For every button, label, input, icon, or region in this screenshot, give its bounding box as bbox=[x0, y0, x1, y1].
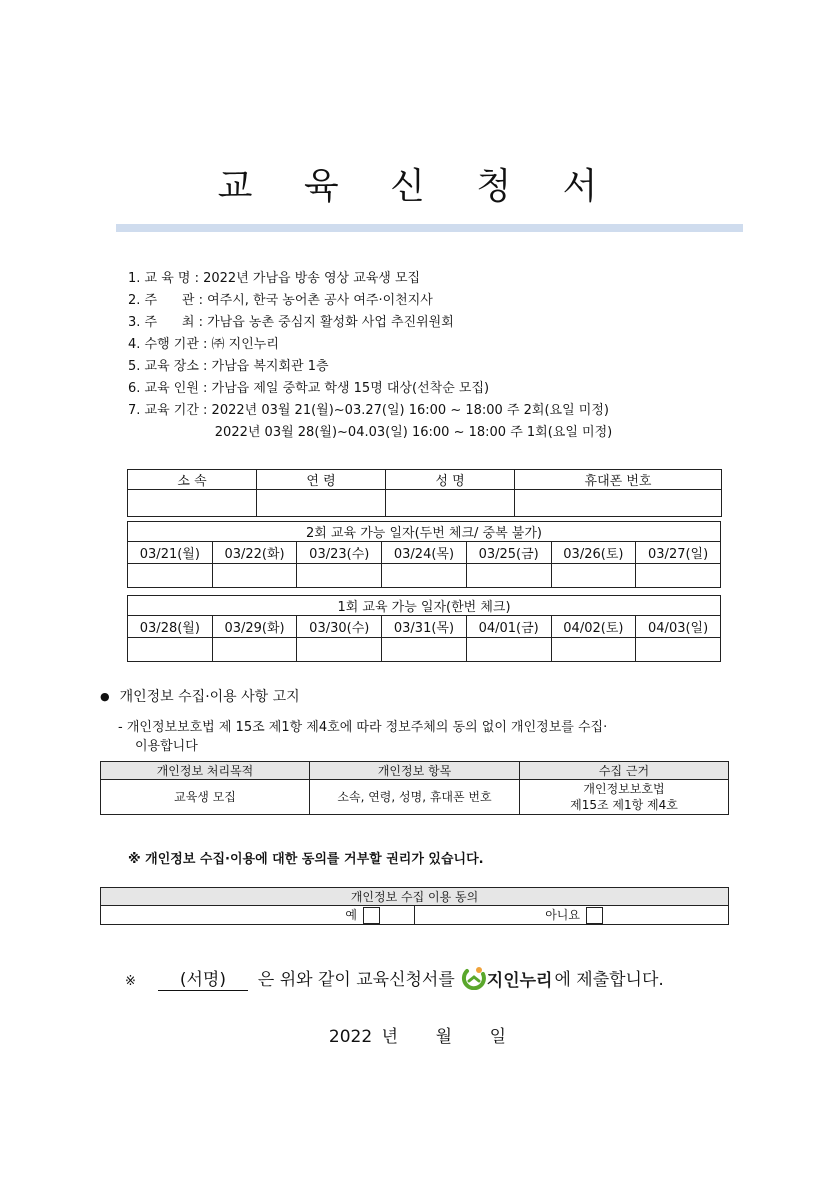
phone-field[interactable] bbox=[515, 490, 722, 517]
submit-text-before: 은 위와 같이 교육신청서를 bbox=[257, 970, 455, 990]
schedule-table-2 bbox=[127, 595, 721, 662]
privacy-heading bbox=[100, 686, 300, 706]
info-line-organizer: 2. 주 관 : 여주시, 한국 농어촌 공사 여주·이천지사 bbox=[128, 293, 433, 308]
logo-text: 지인누리 bbox=[486, 970, 553, 991]
info-line-period: 7. 교육 기간 : 2022년 03월 21(월)~03.27(일) 16:00 ~ 18:00 주 2회(요일 미정) bbox=[128, 403, 609, 418]
date-label: 03/31(목) bbox=[382, 616, 467, 638]
consent-no-checkbox[interactable] bbox=[586, 907, 603, 924]
date-check-cell[interactable] bbox=[551, 564, 636, 588]
schedule-table-1 bbox=[127, 521, 721, 588]
reference-mark: ※ bbox=[125, 974, 136, 989]
date-check-cell[interactable] bbox=[212, 564, 297, 588]
logo-swirl-icon bbox=[461, 966, 487, 990]
header-phone: 휴대폰 번호 bbox=[515, 470, 722, 490]
date-label: 03/25(금) bbox=[466, 542, 551, 564]
bullet-icon: ● bbox=[100, 690, 110, 703]
submission-statement bbox=[125, 965, 664, 993]
date-check-cell[interactable] bbox=[466, 564, 551, 588]
date-label: 03/28(월) bbox=[128, 616, 213, 638]
date-label: 03/26(토) bbox=[551, 542, 636, 564]
date-check-cell[interactable] bbox=[636, 564, 721, 588]
date-check-cell[interactable] bbox=[466, 638, 551, 662]
date-check-cell[interactable] bbox=[636, 638, 721, 662]
date-check-cell[interactable] bbox=[297, 564, 382, 588]
info-line-place: 5. 교육 장소 : 가남읍 복지회관 1층 bbox=[128, 359, 329, 374]
age-field[interactable] bbox=[257, 490, 386, 517]
date-label: 04/02(토) bbox=[551, 616, 636, 638]
consent-title: 개인정보 수집 이용 동의 bbox=[101, 888, 729, 906]
header-items: 개인정보 항목 bbox=[310, 762, 520, 780]
schedule-2-title: 1회 교육 가능 일자(한번 체크) bbox=[128, 596, 721, 616]
course-info bbox=[128, 268, 612, 444]
date-check-cell[interactable] bbox=[551, 638, 636, 662]
header-name: 성 명 bbox=[386, 470, 515, 490]
privacy-heading-text: 개인정보 수집·이용 사항 고지 bbox=[119, 689, 300, 705]
date-check-cell[interactable] bbox=[382, 564, 467, 588]
info-line-agency: 4. 수행 기관 : ㈜ 지인누리 bbox=[128, 337, 279, 352]
info-line-host: 3. 주 최 : 가남읍 농촌 중심지 활성화 사업 추진위원회 bbox=[128, 315, 454, 330]
date-label: 03/29(화) bbox=[212, 616, 297, 638]
signing-date: 2022 년 월 일 bbox=[328, 1027, 507, 1047]
header-age: 연 령 bbox=[257, 470, 386, 490]
privacy-table bbox=[100, 761, 729, 815]
basis-value bbox=[520, 780, 729, 815]
date-label: 03/22(화) bbox=[212, 542, 297, 564]
consent-no-label: 아니요 bbox=[545, 908, 580, 922]
purpose-value: 교육생 모집 bbox=[101, 780, 310, 815]
info-line-capacity: 6. 교육 인원 : 가남읍 제일 중학교 학생 15명 대상(선착순 모집) bbox=[128, 381, 490, 396]
header-affiliation: 소 속 bbox=[128, 470, 257, 490]
date-check-cell[interactable] bbox=[382, 638, 467, 662]
law-line-2: 이용합니다 bbox=[135, 739, 198, 754]
consent-no-cell bbox=[415, 906, 729, 925]
page-title: 교 육 신 청 서 bbox=[217, 166, 618, 207]
date-label: 04/01(금) bbox=[466, 616, 551, 638]
date-label: 03/30(수) bbox=[297, 616, 382, 638]
law-line-1: - 개인정보보호법 제 15조 제1항 제4호에 따라 정보주체의 동의 없이 개인정보를 수집· bbox=[118, 720, 608, 735]
schedule-1-title: 2회 교육 가능 일자(두번 체크/ 중복 불가) bbox=[128, 522, 721, 542]
date-label: 04/03(일) bbox=[636, 616, 721, 638]
date-check-cell[interactable] bbox=[128, 564, 213, 588]
signature-field[interactable]: (서명) bbox=[158, 965, 248, 991]
company-logo bbox=[461, 966, 553, 991]
refusal-notice: ※ 개인정보 수집·이용에 대한 동의를 거부할 권리가 있습니다. bbox=[128, 852, 484, 867]
info-line-name: 1. 교 육 명 : 2022년 가남읍 방송 영상 교육생 모집 bbox=[128, 271, 421, 286]
affiliation-field[interactable] bbox=[128, 490, 257, 517]
consent-yes-checkbox[interactable] bbox=[363, 907, 380, 924]
info-line-period-2: 2022년 03월 28(월)~04.03(일) 16:00 ~ 18:00 주 1회(요일 미정) bbox=[128, 425, 613, 440]
consent-yes-cell bbox=[101, 906, 415, 925]
applicant-table bbox=[127, 469, 722, 517]
consent-yes-label: 예 bbox=[345, 908, 357, 922]
date-label: 03/23(수) bbox=[297, 542, 382, 564]
submit-text-after: 에 제출합니다. bbox=[554, 970, 664, 990]
date-label: 03/27(일) bbox=[636, 542, 721, 564]
date-check-cell[interactable] bbox=[212, 638, 297, 662]
header-purpose: 개인정보 처리목적 bbox=[101, 762, 310, 780]
date-check-cell[interactable] bbox=[128, 638, 213, 662]
privacy-law-text bbox=[118, 718, 607, 756]
title-underline-bar bbox=[116, 224, 743, 232]
header-basis: 수집 근거 bbox=[520, 762, 729, 780]
name-field[interactable] bbox=[386, 490, 515, 517]
date-label: 03/21(월) bbox=[128, 542, 213, 564]
date-label: 03/24(목) bbox=[382, 542, 467, 564]
basis-line-1: 개인정보보호법 bbox=[583, 782, 665, 796]
date-check-cell[interactable] bbox=[297, 638, 382, 662]
items-value: 소속, 연령, 성명, 휴대폰 번호 bbox=[310, 780, 520, 815]
consent-table bbox=[100, 887, 729, 925]
basis-line-2: 제15조 제1항 제4호 bbox=[570, 798, 678, 812]
